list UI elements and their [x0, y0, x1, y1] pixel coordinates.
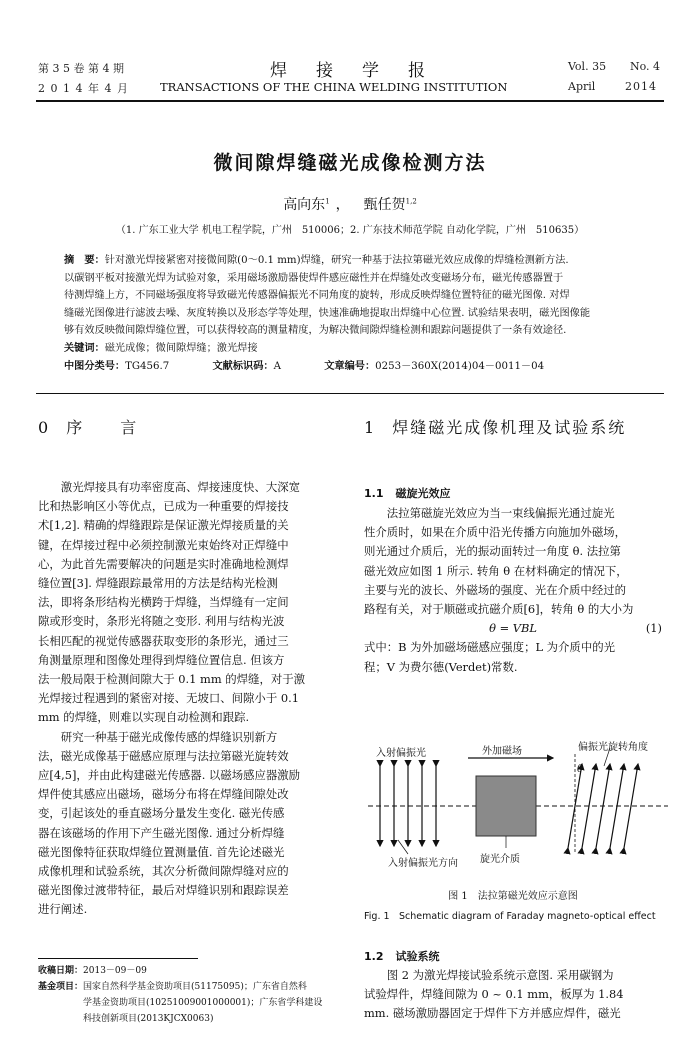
journal-title-cn: 焊 接 学 报	[270, 61, 431, 81]
abstract-block	[64, 252, 644, 375]
subsection-1-1-number: 1.1	[364, 487, 384, 500]
body-line: 心，为此首先需要解决的问题是实时准确地检测焊	[38, 556, 289, 571]
equation-line	[364, 619, 662, 638]
abstract-line: 针对激光焊接紧密对接微间隙(0～0.1 mm)焊缝，研究一种基于法拉第磁光效应成像的焊缝检测新方法.	[104, 255, 569, 266]
figure-1	[368, 736, 668, 876]
figure-1-caption-en: Fig. 1 Schematic diagram of Faraday magneto-optical effect	[364, 911, 656, 922]
subsection-1-1-title: 磁旋光效应	[395, 487, 451, 500]
body-line: 键，在焊接过程中必须控制激光束始终对正焊缝中	[38, 537, 289, 552]
author-2-affil: 1,2	[405, 197, 417, 206]
body-line: 法，磁光成像基于磁感应原理与法拉第磁光旋转效	[38, 748, 289, 763]
abstract-line: 以碳钢平板对接激光焊为试验对象，采用磁场激励器使焊件感应磁性并在焊缝处改变磁场分布，磁光传感器置于	[64, 272, 564, 284]
fund-label: 基金项目：	[38, 982, 84, 992]
body-line: 缝位置[3]. 焊缝跟踪最常用的方法是结构光检测	[38, 576, 278, 591]
body-line: 变，引起该处的垂直磁场分量发生变化. 磁光传感	[38, 806, 285, 821]
body-line: 成像机理和试验系统，其次分析微间隙焊缝对应的	[38, 864, 289, 879]
subsection-1-2-title: 试验系统	[395, 950, 440, 963]
body-line: 路程有关，对于顺磁或抗磁介质[6]，转角 θ 的大小为	[364, 602, 634, 617]
section-0-body	[38, 478, 336, 920]
abstract-line: 待测焊缝上方，不同磁场强度将导致磁光传感器偏振光不同角度的旋转，形成反映焊缝位置特征的磁光图像. 对焊	[64, 290, 570, 302]
subsection-1-2-body	[364, 966, 662, 1024]
body-line: 法，即将条形结构光横跨于焊缝，当焊缝有一定间	[38, 595, 289, 610]
body-line: 磁光效应如图 1 所示. 转角 θ 在材料确定的情况下，	[364, 563, 628, 578]
subsection-1-2-number: 1.2	[364, 950, 384, 963]
author-2: 甄任贺	[363, 197, 406, 213]
paper-title: 微间隙焊缝磁光成像检测方法	[213, 152, 487, 174]
body-line: 法拉第磁旋光效应为当一束线偏振光通过旋光	[386, 506, 615, 520]
body-line: mm 的焊缝，则难以实现自动检测和跟踪.	[38, 710, 250, 725]
equation-number: (1)	[645, 621, 662, 636]
optical-medium	[476, 776, 536, 836]
body-line: mm. 磁场激励器固定于焊件下方并感应焊件，磁光	[364, 1006, 621, 1021]
label-rotation-angle: 偏振光旋转角度	[578, 742, 648, 753]
author-1: 高向东	[283, 197, 326, 213]
body-line: 则光通过介质后，光的振动面转过一角度 θ. 法拉第	[364, 544, 621, 559]
article-number: 0253－360X(2014)04－0011－04	[375, 360, 545, 372]
label-theta: θ	[577, 764, 584, 775]
received-label: 收稿日期：	[38, 966, 84, 976]
label-optical-medium: 旋光介质	[480, 854, 520, 865]
body-line: 性介质时，如果在介质中沿光传播方向施加外磁场，	[364, 525, 626, 540]
classification-code: TG456.7	[125, 360, 170, 372]
article-number-label: 文章编号：	[324, 360, 376, 372]
section-1-title: 焊缝磁光成像机理及试验系统	[392, 418, 627, 437]
subsection-1-2-heading	[364, 948, 440, 964]
body-line: 术[1,2]. 精确的焊缝跟踪是保证激光焊接质量的关	[38, 518, 289, 533]
section-0-title: 序 言	[66, 418, 139, 437]
section-0-number: 0	[38, 418, 51, 437]
body-line: 程；V 为费尔德(Verdet)常数.	[364, 659, 518, 674]
label-incident-direction: 入射偏振光方向	[388, 858, 458, 869]
abstract-rule	[36, 393, 664, 394]
subsection-1-1-body	[364, 504, 662, 677]
label-incident-light: 入射偏振光	[376, 748, 426, 759]
section-1-heading	[364, 415, 626, 438]
body-line: 法一般局限于检测间隙大于 0.1 mm 的焊缝，对于激	[38, 672, 306, 687]
author-line	[0, 194, 700, 214]
header-number-en: No. 4	[630, 60, 661, 73]
abstract-line: 缝磁光图像进行滤波去噪、灰度转换以及形态学等处理，快速准确地提取出焊缝中心位置. 试验结果表明，磁光图像能	[64, 307, 591, 319]
header-date-cn: 2 0 1 4 年 4 月	[38, 82, 129, 95]
body-line: 焊件使其感应出磁场，磁场分布将在焊缝间隙处改	[38, 787, 289, 802]
body-line: 研究一种基于磁光成像传感的焊缝识别新方	[60, 729, 278, 744]
label-external-field: 外加磁场	[482, 746, 522, 757]
body-line: 隙或形变时，条形光将随之变形. 利用与结构光波	[38, 614, 285, 629]
footnote-rule	[38, 958, 198, 959]
fund-line: 学基金资助项目(10251009001000001)；广东省学科建设	[83, 998, 323, 1008]
affiliation: （1. 广东工业大学 机电工程学院，广州 510006；2. 广东技术师范学院 自动化学院，广州 510635）	[115, 225, 585, 236]
classification-label: 中图分类号：	[64, 360, 126, 372]
section-0-heading	[38, 415, 138, 438]
body-line: 器在该磁场的作用下产生磁光图像. 通过分析焊缝	[38, 825, 285, 840]
body-line: 激光焊接具有功率密度高、焊接速度快、大深宽	[60, 480, 301, 494]
body-line: 图 2 为激光焊接试验系统示意图. 采用碳钢为	[386, 968, 614, 982]
abstract-label: 摘 要：	[64, 255, 105, 266]
author-separator: ，	[335, 197, 350, 213]
body-line: 磁光图像过渡带特征，最后对焊缝识别和跟踪误差	[38, 883, 289, 898]
body-line: 光焊接过程遇到的紧密对接、无坡口、间隙小于 0.1	[38, 691, 299, 706]
header-year-en: 2014	[625, 80, 657, 93]
header-rule	[36, 100, 664, 102]
author-1-affil: 1	[325, 197, 330, 206]
body-line: 比和热影响区小等优点，已成为一种重要的焊接技	[38, 499, 289, 514]
header-volume-cn: 第 3 5 卷 第 4 期	[38, 62, 124, 75]
fund-line: 国家自然科学基金资助项目(51175095)；广东省自然科	[83, 982, 307, 992]
body-line: 主要与光的波长、外磁场的强度、光在介质中经过的	[364, 582, 626, 597]
journal-title-en: TRANSACTIONS OF THE CHINA WELDING INSTITUTION	[160, 80, 508, 94]
header-volume-en: Vol. 35	[568, 60, 607, 73]
received-date: 2013－09－09	[83, 966, 147, 976]
abstract-line: 够有效反映微间隙焊缝位置，可以获得较高的测量精度，为解决微间隙焊缝检测和跟踪问题提供了一条有效途径.	[64, 325, 567, 337]
body-line: 试验焊件，焊缝间隙为 0 ~ 0.1 mm，板厚为 1.84	[364, 987, 624, 1002]
equation: θ = VBL	[489, 621, 537, 636]
header-month-en: April	[568, 80, 596, 93]
body-line: 角测量原理和图像处理得到焊缝位置信息. 但该方	[38, 652, 285, 667]
body-line: 磁光图像特征获取焊缝位置测量值. 首先论述磁光	[38, 844, 285, 859]
figure-1-caption-cn: 图 1 法拉第磁光效应示意图	[448, 891, 578, 902]
section-1-number: 1	[364, 418, 377, 437]
body-line: 应[4,5]，并由此构建磁光传感器. 以磁场感应器激励	[38, 768, 301, 783]
body-line: 长相匹配的视觉传感器获取变形的条形光，通过三	[38, 633, 289, 648]
document-code-label: 文献标识码：	[212, 360, 274, 372]
document-code: A	[273, 360, 281, 372]
keywords-label: 关键词：	[64, 342, 105, 354]
keywords: 磁光成像；微间隙焊缝；激光焊接	[104, 342, 258, 354]
body-line: 式中：B 为外加磁场磁感应强度；L 为介质中的光	[364, 640, 615, 655]
footnote	[38, 963, 338, 1027]
body-line: 进行阐述.	[38, 902, 88, 917]
leader-line	[398, 840, 408, 854]
subsection-1-1-heading	[364, 485, 451, 501]
fund-line: 科技创新项目(2013KJCX0063)	[83, 1014, 214, 1024]
